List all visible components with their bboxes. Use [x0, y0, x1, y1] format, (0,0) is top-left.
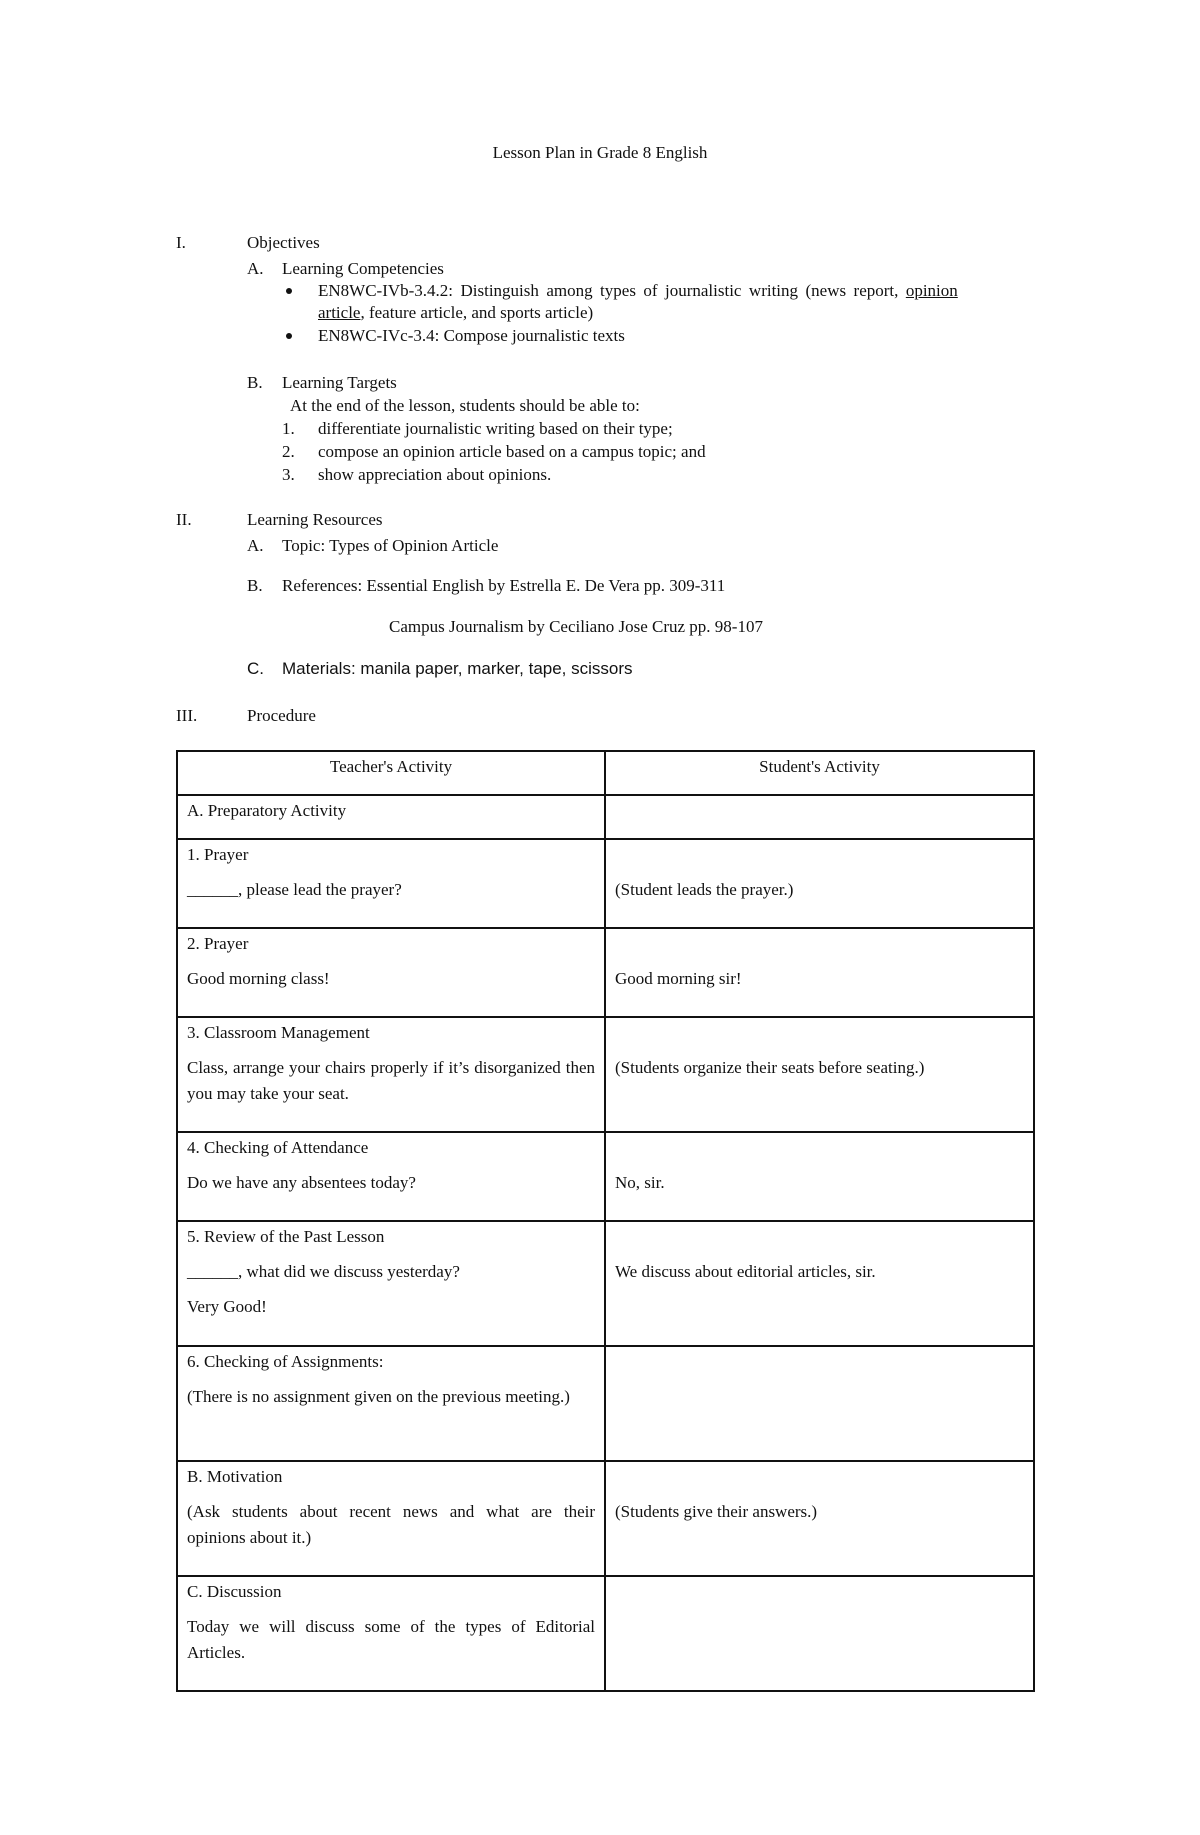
- row-heading: 1. Prayer: [187, 845, 249, 864]
- competency-1-text: EN8WC-IVb-3.4.2: Distinguish among types of journalistic writing (news report,: [318, 281, 906, 300]
- table-row: [177, 1346, 1034, 1461]
- table-row: [177, 1132, 1034, 1221]
- table-row: [177, 1221, 1034, 1346]
- student-text: Good morning sir!: [615, 969, 742, 988]
- student-cell: [605, 1017, 1034, 1132]
- table-row: [177, 928, 1034, 1017]
- student-cell: [605, 1461, 1034, 1576]
- row-heading: B. Motivation: [187, 1467, 283, 1486]
- teacher-cell: [177, 1221, 605, 1346]
- teacher-text: Very Good!: [187, 1297, 267, 1316]
- teacher-cell: [177, 1017, 605, 1132]
- teacher-text: ______, what did we discuss yesterday?: [187, 1262, 460, 1281]
- bullet-icon: [286, 288, 292, 294]
- row-heading: 4. Checking of Attendance: [187, 1138, 369, 1157]
- section-numeral-procedure: III.: [176, 706, 198, 725]
- teacher-cell: [177, 1346, 605, 1461]
- resource-letter-b: B.: [247, 576, 263, 595]
- teacher-cell: [177, 1461, 605, 1576]
- student-text: We discuss about editorial articles, sir.: [615, 1262, 876, 1281]
- row-heading: A. Preparatory Activity: [187, 801, 347, 820]
- subsection-heading-targets: Learning Targets: [282, 373, 397, 392]
- competency-1-line2: [318, 303, 593, 323]
- student-text: (Students give their answers.): [615, 1502, 818, 1521]
- target-number: 1.: [282, 419, 295, 438]
- student-text: (Student leads the prayer.): [615, 880, 794, 899]
- table-header-row: [177, 751, 1034, 795]
- bullet-icon: [286, 333, 292, 339]
- student-text: No, sir.: [615, 1173, 665, 1192]
- teacher-cell: [177, 1132, 605, 1221]
- student-cell: [605, 1132, 1034, 1221]
- target-item: show appreciation about opinions.: [318, 465, 552, 484]
- student-cell: [605, 795, 1034, 839]
- teacher-text: Class, arrange your chairs properly if it’s disorganized then you may take your seat.: [187, 1058, 595, 1103]
- page-title: Lesson Plan in Grade 8 English: [492, 143, 708, 162]
- teacher-cell: [177, 1576, 605, 1691]
- subsection-letter-b: B.: [247, 373, 263, 392]
- row-heading: 2. Prayer: [187, 934, 249, 953]
- student-cell: [605, 839, 1034, 928]
- target-number: 3.: [282, 465, 295, 484]
- student-cell: [605, 1346, 1034, 1461]
- teacher-cell: [177, 839, 605, 928]
- table-row: [177, 1576, 1034, 1691]
- competency-1-underlined-opinion: opinion: [905, 281, 958, 300]
- teacher-text: (There is no assignment given on the previous meeting.): [187, 1387, 570, 1406]
- competency-2: EN8WC-IVc-3.4: Compose journalistic texts: [318, 326, 625, 345]
- section-heading-resources: Learning Resources: [247, 510, 383, 529]
- section-numeral-resources: II.: [176, 510, 192, 529]
- student-text: (Students organize their seats before seating.): [615, 1058, 925, 1077]
- competency-1-text-cont: , feature article, and sports article): [360, 303, 594, 322]
- resource-letter-a: A.: [247, 536, 264, 555]
- student-cell: [605, 928, 1034, 1017]
- teacher-cell: [177, 795, 605, 839]
- teacher-text: ______, please lead the prayer?: [187, 880, 402, 899]
- section-heading-procedure: Procedure: [247, 706, 316, 725]
- section-numeral-objectives: I.: [176, 233, 186, 252]
- teacher-text: Do we have any absentees today?: [187, 1173, 416, 1192]
- student-cell: [605, 1576, 1034, 1691]
- resource-materials: Materials: manila paper, marker, tape, scissors: [282, 659, 633, 678]
- table-row: [177, 839, 1034, 928]
- section-heading-objectives: Objectives: [247, 233, 320, 252]
- subsection-heading-competencies: Learning Competencies: [282, 259, 444, 278]
- competency-1-underlined-article: article: [318, 303, 361, 322]
- competency-1-line1: [318, 281, 1060, 301]
- table-row: [177, 1017, 1034, 1132]
- row-heading: 5. Review of the Past Lesson: [187, 1227, 385, 1246]
- target-number: 2.: [282, 442, 295, 461]
- column-header-student: Student's Activity: [605, 751, 1034, 795]
- targets-intro: At the end of the lesson, students should be able to:: [290, 396, 640, 415]
- teacher-cell: [177, 928, 605, 1017]
- table-row: [177, 795, 1034, 839]
- column-header-teacher: Teacher's Activity: [177, 751, 605, 795]
- teacher-text: (Ask students about recent news and what are their opinions about it.): [187, 1502, 595, 1547]
- target-item: differentiate journalistic writing based on their type;: [318, 419, 673, 438]
- resource-references-2: Campus Journalism by Ceciliano Jose Cruz pp. 98-107: [389, 617, 763, 636]
- resource-topic: Topic: Types of Opinion Article: [282, 536, 499, 555]
- target-item: compose an opinion article based on a campus topic; and: [318, 442, 706, 461]
- resource-letter-c: C.: [247, 659, 264, 678]
- table-row: [177, 1461, 1034, 1576]
- procedure-table: [176, 750, 1035, 1692]
- row-heading: C. Discussion: [187, 1582, 282, 1601]
- row-heading: 3. Classroom Management: [187, 1023, 370, 1042]
- row-heading: 6. Checking of Assignments:: [187, 1352, 384, 1371]
- teacher-text: Today we will discuss some of the types of Editorial Articles.: [187, 1617, 595, 1662]
- resource-references: References: Essential English by Estrella E. De Vera pp. 309-311: [282, 576, 726, 595]
- teacher-text: Good morning class!: [187, 969, 330, 988]
- student-cell: [605, 1221, 1034, 1346]
- subsection-letter-a: A.: [247, 259, 264, 278]
